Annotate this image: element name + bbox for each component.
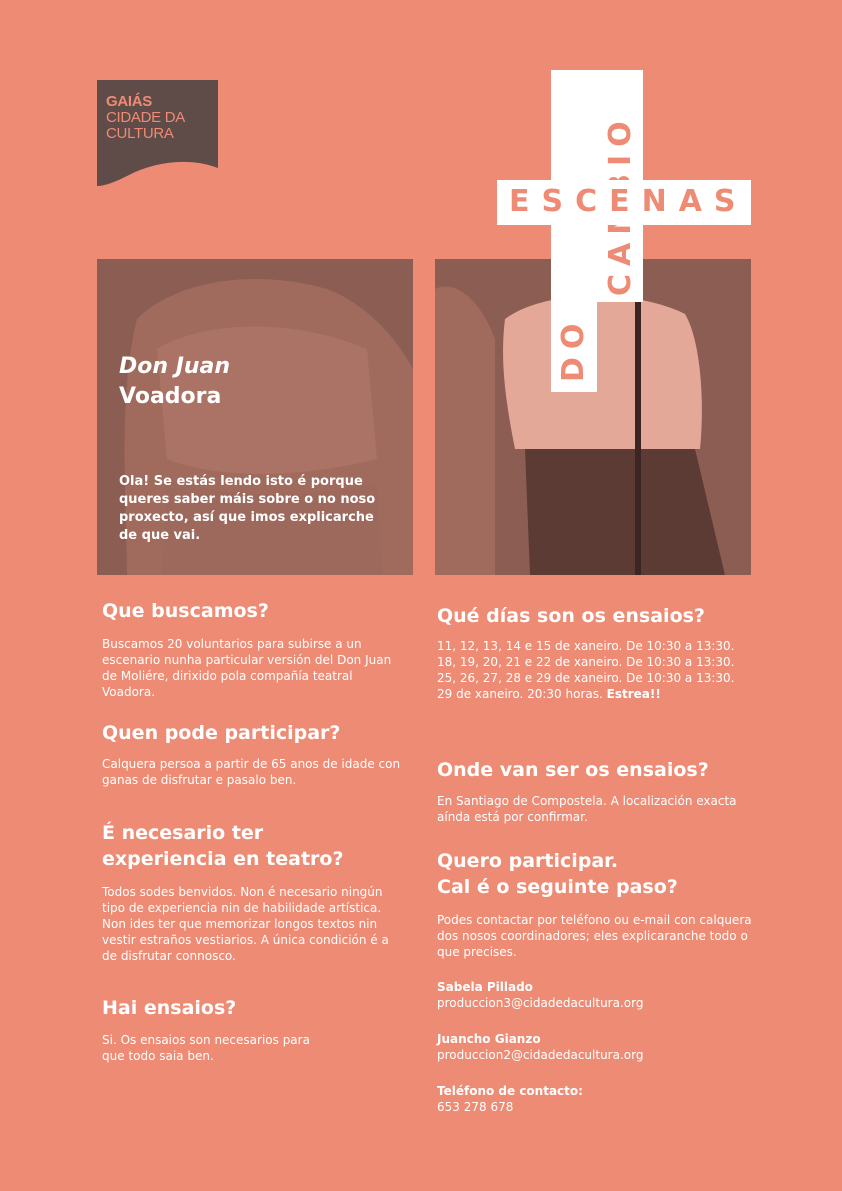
heading-experiencia-line-2: experiencia en teatro? [102,848,344,870]
heading-que-dias: Qué días son os ensaios? [437,605,705,627]
heading-experiencia-line-1: É necesario ter [102,822,264,844]
phone-label: Teléfono de contacto: [437,1084,583,1098]
contact-2-name: Juancho Gianzo [437,1032,541,1046]
estrea-label: Estrea!! [606,687,661,701]
heading-quero-participar [437,848,678,900]
schedule-line-last [437,686,767,702]
contact-1 [437,979,643,1011]
text-onde: En Santiago de Compostela. A localización exacta aínda está por confirmar. [437,794,737,824]
heading-onde: Onde van ser os ensaios? [437,759,709,781]
heading-quero-participar-line-1: Quero participar. [437,850,619,872]
text-que-buscamos: Buscamos 20 voluntarios para subirse a un escenario nunha particular versión del Don Juan de Moliére, dirixido pola compañía teatral Voadora. [102,637,392,699]
heading-experiencia [102,820,343,872]
cross-text-do: DO [556,315,591,382]
contact-2-email[interactable]: produccion2@cidadedacultura.org [437,1048,644,1062]
text-quero-participar: Podes contactar por teléfono ou e-mail con calquera dos nosos coordinadores; eles explicaranche todo o que precises. [437,913,752,959]
cross-horizontal-bar [497,180,751,225]
contact-phone [437,1083,583,1115]
show-title [119,352,230,412]
show-intro: Ola! Se estás lendo isto é porque queres saber máis sobre o no noso proxecto, así que imos explicarche de que vai. [119,474,376,543]
show-title-line-1: Don Juan [119,354,231,379]
cross-text-escenas: ESCENAS [509,184,748,219]
text-hai-ensaios: Si. Os ensaios son necesarios para que todo saia ben. [102,1033,310,1063]
cross-vertical-bar-lower [551,70,597,392]
phone-number[interactable]: 653 278 678 [437,1100,514,1114]
logo-line-2: CIDADE DA [106,109,185,126]
heading-quen-pode: Quen pode participar? [102,722,341,744]
heading-quero-participar-line-2: Cal é o seguinte paso? [437,876,678,898]
heading-hai-ensaios: Hai ensaios? [102,997,237,1019]
text-quen-pode: Calquera persoa a partir de 65 anos de idade con ganas de disfrutar e pasalo ben. [102,757,401,787]
schedule-line: 18, 19, 20, 21 e 22 de xaneiro. De 10:30 a 13:30. [437,655,735,669]
contact-1-name: Sabela Pillado [437,980,533,994]
heading-que-buscamos: Que buscamos? [102,600,269,622]
contact-2 [437,1031,643,1063]
schedule-line: 11, 12, 13, 14 e 15 de xaneiro. De 10:30 a 13:30. [437,639,735,653]
text-que-dias [437,638,767,702]
schedule-premiere-time: 29 de xaneiro. 20:30 horas. [437,687,603,701]
contact-1-email[interactable]: produccion3@cidadedacultura.org [437,996,644,1010]
schedule-line: 25, 26, 27, 28 e 29 de xaneiro. De 10:30 a 13:30. [437,671,735,685]
logo-line-3: CULTURA [106,125,174,142]
gaias-logo [97,80,218,186]
show-title-line-2: Voadora [119,384,222,409]
logo-line-1: GAIÁS [106,93,153,110]
text-experiencia: Todos sodes benvidos. Non é necesario ningún tipo de experiencia nin de habilidade artística. Non ides ter que memorizar longos textos nin vestir estraños vestiarios. A única condición é a de disfrutar connosco. [102,885,389,963]
